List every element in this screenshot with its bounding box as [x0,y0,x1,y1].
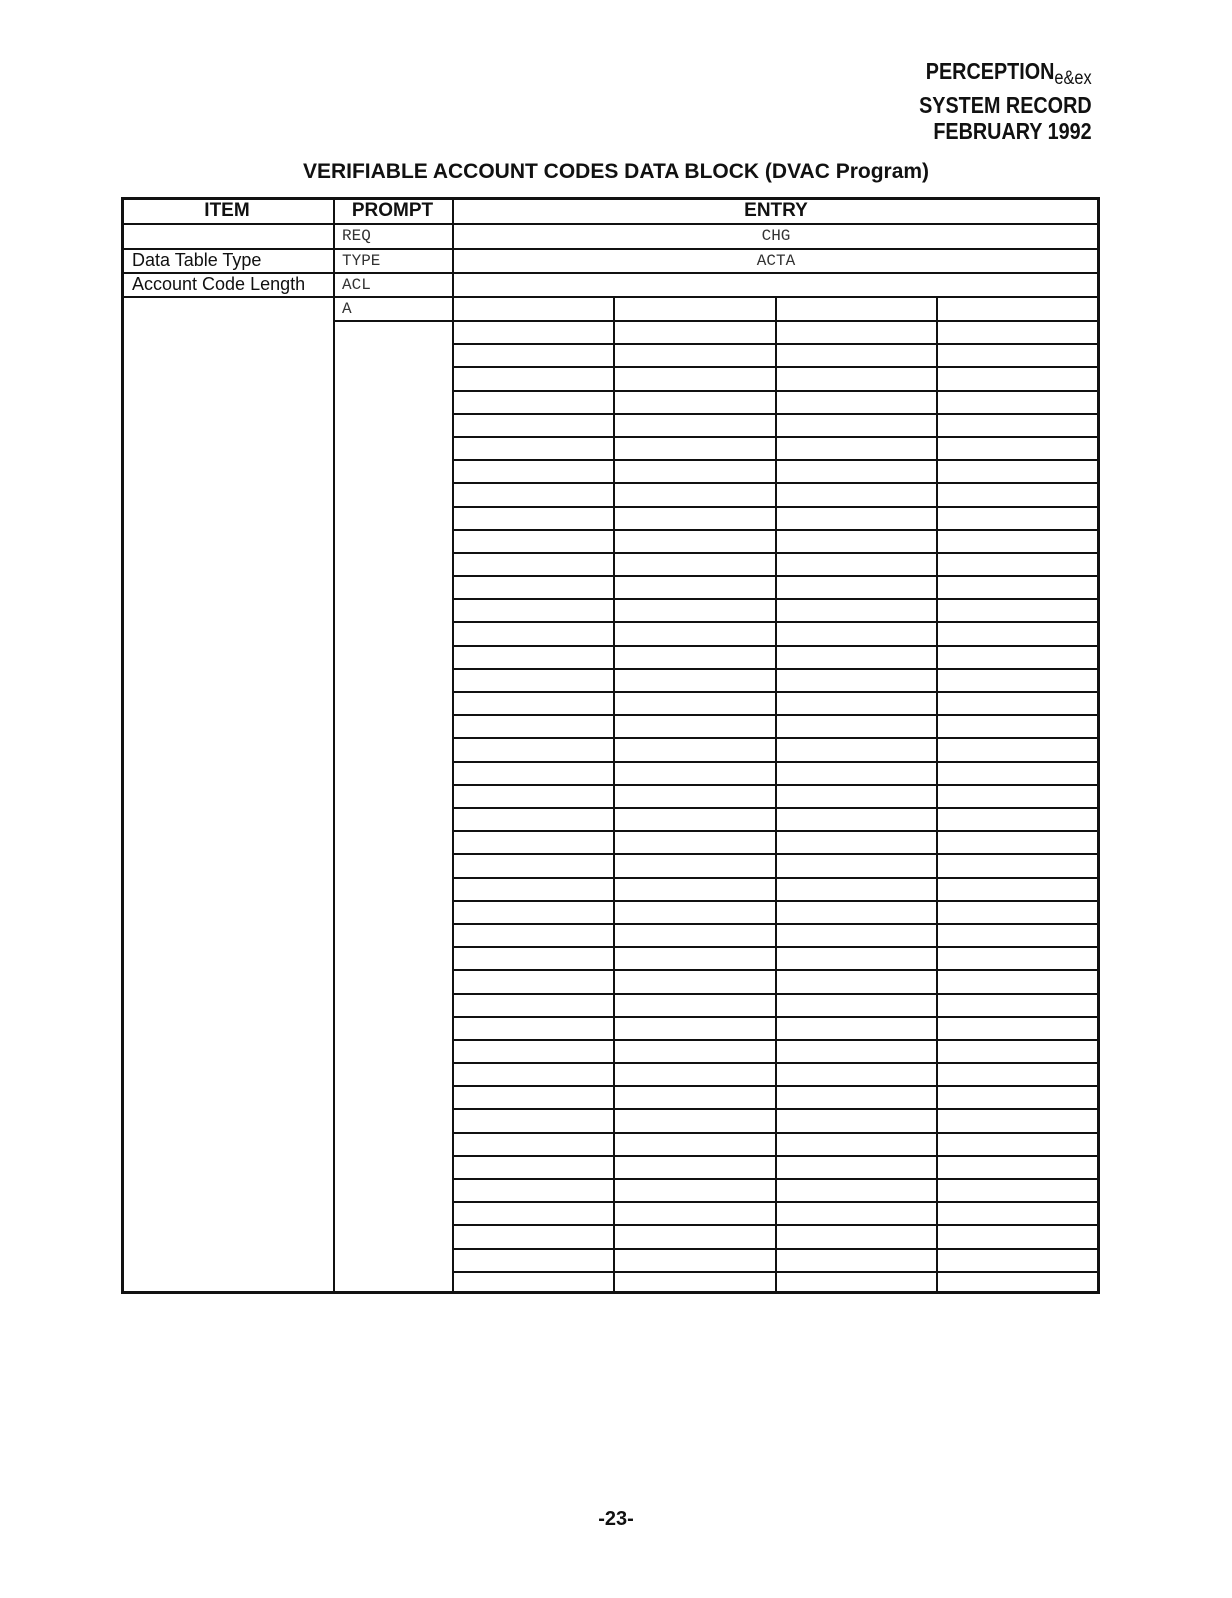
entry-cell: CHG [761,227,791,245]
entry-row-line [452,1132,1100,1134]
entry-column-divider [613,296,615,1294]
entry-row-line [452,529,1100,531]
entry-row-line [452,621,1100,623]
entry-column-divider [775,296,777,1294]
entry-row-line [452,853,1100,855]
entry-row-line [452,1039,1100,1041]
prompt-cell: REQ [342,227,371,245]
entry-column-divider [936,296,938,1294]
entry-row-line [452,552,1100,554]
column-header-item: ITEM [204,200,250,221]
entry-row-line [452,1108,1100,1110]
entry-row-line [452,436,1100,438]
entry-row-line [452,575,1100,577]
entry-row-line [452,1085,1100,1087]
record-label: SYSTEM RECORD [919,92,1092,118]
entry-row-line [452,993,1100,995]
prompt-cell: TYPE [342,252,381,270]
prompt-cell: ACL [342,276,371,294]
entry-row-line [452,668,1100,670]
entry-row-line [452,1155,1100,1157]
entry-row-line [452,784,1100,786]
entry-row-line [452,506,1100,508]
entry-row-line [452,1201,1100,1203]
entry-row-line [452,737,1100,739]
entry-row-line [452,877,1100,879]
page-title: VERIFIABLE ACCOUNT CODES DATA BLOCK (DVAC Program) [302,160,930,183]
column-header-entry: ENTRY [744,200,808,221]
entry-row-line [452,1016,1100,1018]
entry-row-line [452,343,1100,345]
entry-row-line [452,807,1100,809]
entry-row-line [452,598,1100,600]
item-cell: Account Code Length [132,274,306,294]
table-frame [121,197,1100,1294]
row-divider [121,296,333,298]
entry-row-line [452,320,1100,322]
entry-row-line [452,1178,1100,1180]
document-header [919,58,1092,144]
record-date: FEBRUARY 1992 [933,118,1092,144]
row-divider [333,320,452,322]
entry-row-line [452,1224,1100,1226]
entry-row-line [452,830,1100,832]
product-suffix: e&ex [1054,68,1092,89]
column-header-prompt: PROMPT [351,200,434,221]
entry-row-line [452,946,1100,948]
entry-row-line [452,645,1100,647]
entry-row-line [452,390,1100,392]
item-column-divider [333,197,335,1294]
entry-row-line [452,761,1100,763]
page-number: -23- [598,1508,634,1530]
entry-row-line [452,923,1100,925]
entry-row-line [452,1271,1100,1273]
entry-cell: ACTA [756,252,796,270]
product-name: PERCEPTION [926,58,1055,84]
entry-row-line [452,691,1100,693]
entry-row-line [452,482,1100,484]
entry-row-line [452,459,1100,461]
entry-row-line [452,1062,1100,1064]
prompt-cell: A [342,300,352,318]
entry-row-line [452,714,1100,716]
prompt-column-divider [452,197,454,1294]
entry-row-line [452,366,1100,368]
entry-row-line [452,1248,1100,1250]
row-divider [333,296,1100,298]
entry-row-line [452,969,1100,971]
entry-row-line [452,900,1100,902]
entry-row-line [452,413,1100,415]
item-cell: Data Table Type [132,250,262,270]
